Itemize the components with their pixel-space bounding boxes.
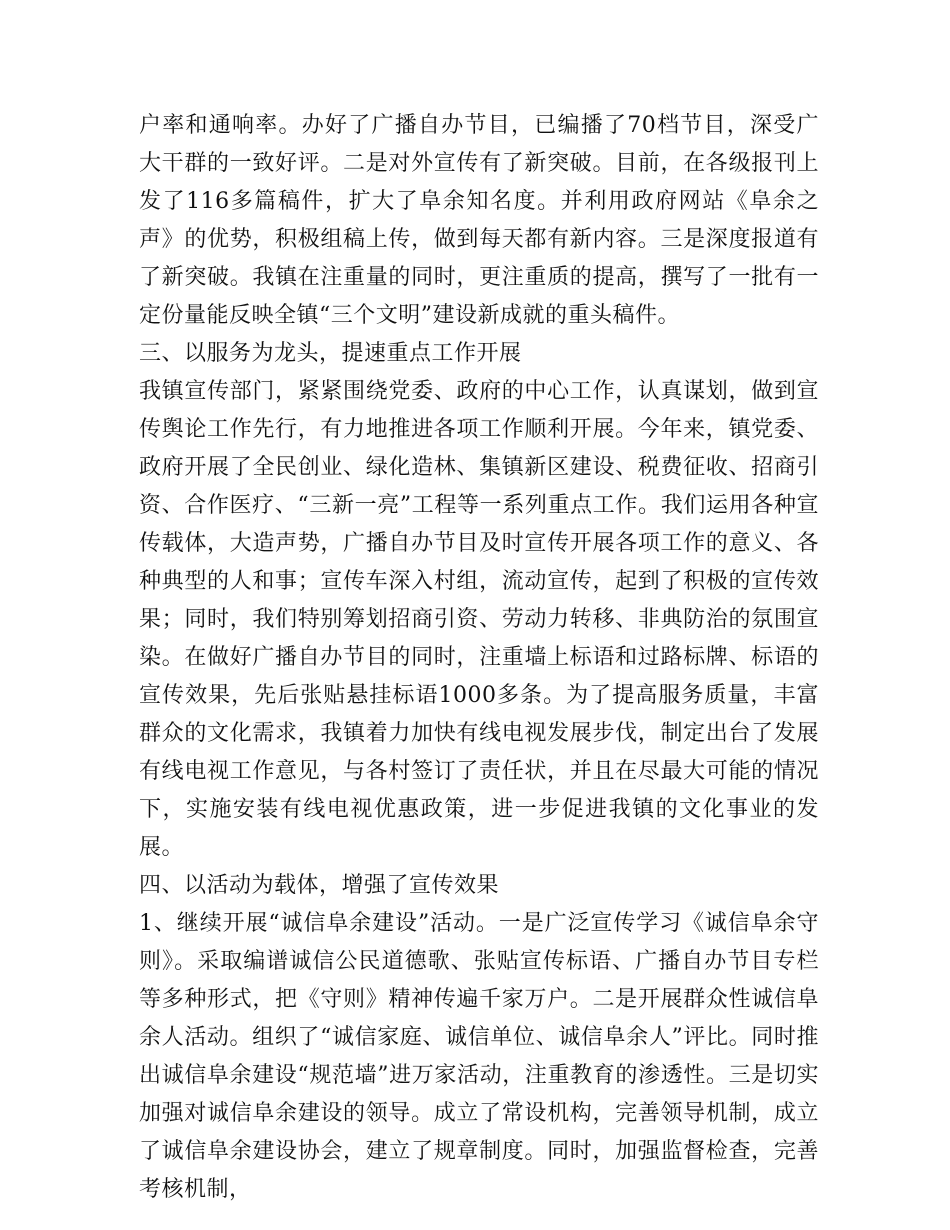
body-paragraph: 1、继续开展“诚信阜余建设”活动。一是广泛宣传学习《诚信阜余守则》。采取编谱诚信公民道德歌、张贴宣传标语、广播自办节目专栏等多种形式，把《守则》精神传遍千家万户。二是开展群众性诚信阜余人活动。组织了“诚信家庭、诚信单位、诚信阜余人”评比。同时推出诚信阜余建设“规范墙”进万家活动，注重教育的渗透性。三是切实加强对诚信阜余建设的领导。成立了常设机构，完善领导机制，成立了诚信阜余建设协会，建立了规章制度。同时，加强监督检查，完善考核机制，	[139, 911, 819, 1202]
section-heading: 四、以活动为载体，增强了宣传效果	[139, 873, 500, 898]
section-heading: 三、以服务为龙头，提速重点工作开展	[139, 341, 522, 366]
body-paragraph: 户率和通响率。办好了广播自办节目，已编播了70档节目，深受广大干群的一致好评。二是对外宣传有了新突破。目前，在各级报刊上发了116多篇稿件，扩大了阜余知名度。并利用政府网站《阜余之声》的优势，积极组稿上传，做到每天都有新内容。三是深度报道有了新突破。我镇在注重量的同时，更注重质的提高，撰写了一批有一定份量能反映全镇“三个文明”建设新成就的重头稿件。	[139, 113, 819, 328]
body-paragraph: 我镇宣传部门，紧紧围绕党委、政府的中心工作，认真谋划，做到宣传舆论工作先行，有力地推进各项工作顺利开展。今年来，镇党委、政府开展了全民创业、绿化造林、集镇新区建设、税费征收、招商引资、合作医疗、“三新一亮”工程等一系列重点工作。我们运用各种宣传载体，大造声势，广播自办节目及时宣传开展各项工作的意义、各种典型的人和事；宣传车深入村组，流动宣传，起到了积极的宣传效果；同时，我们特别筹划招商引资、劳动力转移、非典防治的氛围宣染。在做好广播自办节目的同时，注重墙上标语和过路标牌、标语的宣传效果，先后张贴悬挂标语1000多条。为了提高服务质量，丰富群众的文化需求，我镇着力加快有线电视发展步伐，制定出台了发展有线电视工作意见，与各村签订了责任状，并且在尽最大可能的情况下，实施安装有线电视优惠政策，进一步促进我镇的文化事业的发展。	[139, 379, 819, 860]
document-body	[139, 107, 819, 1209]
